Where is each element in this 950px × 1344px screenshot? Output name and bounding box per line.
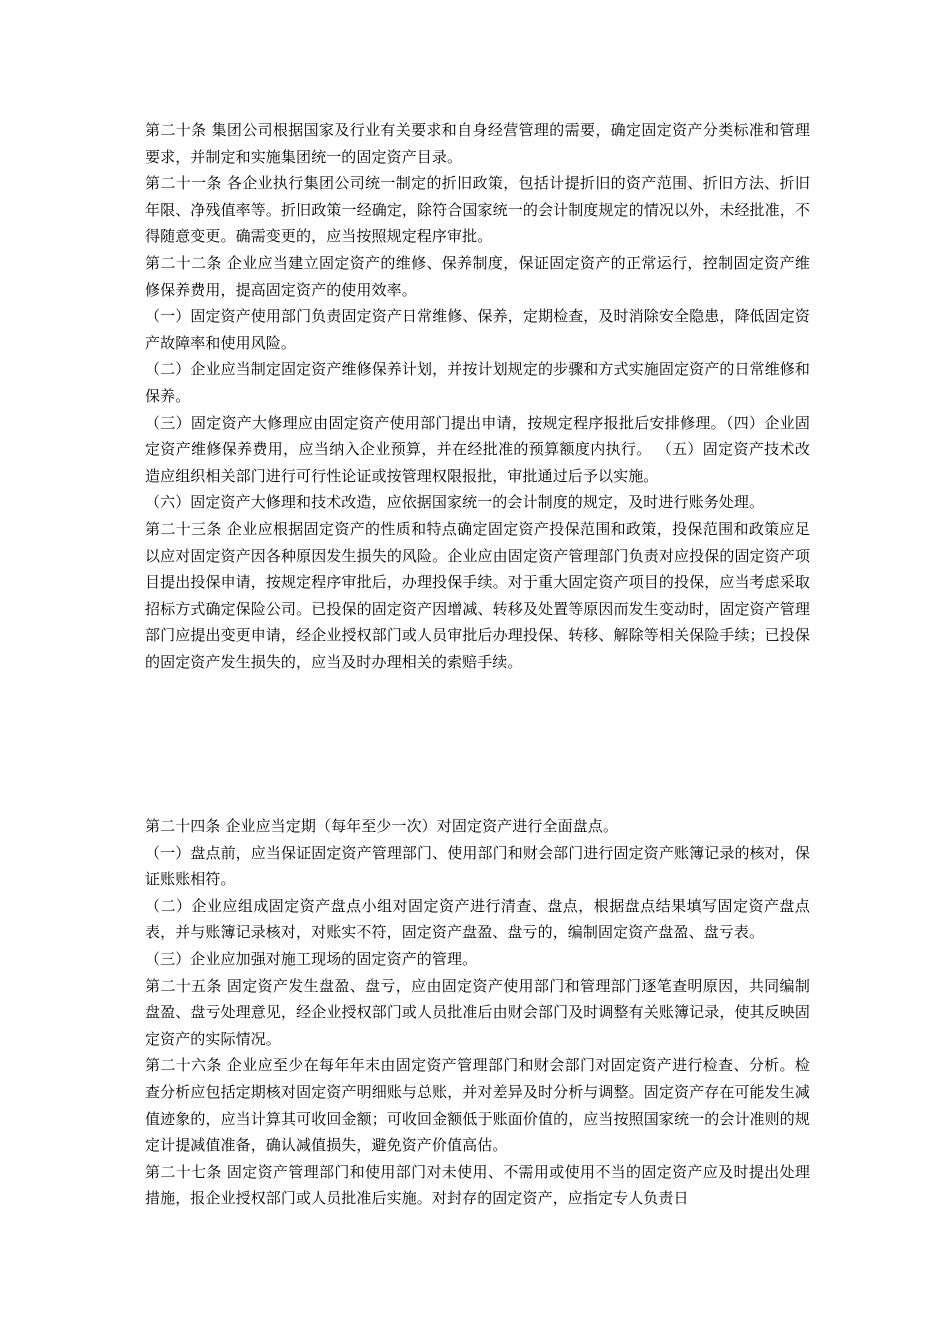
- article-24-item-1: （一）盘点前，应当保证固定资产管理部门、使用部门和财会部门进行固定资产账簿记录的核对，保证账账相符。: [145, 843, 810, 889]
- article-20: 第二十条 集团公司根据国家及行业有关要求和自身经营管理的需要，确定固定资产分类标准和管理要求，并制定和实施集团统一的固定资产目录。: [145, 121, 810, 166]
- article-22-items-3-5: （三）固定资产大修理应由固定资产使用部门提出申请，按规定程序报批后安排修理。（四）企业固定资产维修保养费用，应当纳入企业预算，并在经批准的预算额度内执行。 （五）固定资产技术改造应组织相关部门进行可行性论证或按管理权限报批，审批通过后予以实施。: [145, 413, 810, 485]
- bottom-text-block: [145, 813, 810, 1212]
- article-22: 第二十二条 企业应当建立固定资产的维修、保养制度，保证固定资产的正常运行，控制固定资产维修保养费用，提高固定资产的使用效率。: [145, 253, 810, 299]
- article-22-item-2: （二）企业应当制定固定资产维修保养计划，并按计划规定的步骤和方式实施固定资产的日常维修和保养。: [145, 360, 810, 405]
- article-27: 第二十七条 固定资产管理部门和使用部门对未使用、不需用或使用不当的固定资产应及时提出处理措施，报企业授权部门或人员批准后实施。对封存的固定资产，应指定专人负责日: [145, 1162, 810, 1208]
- article-24-item-2: （二）企业应组成固定资产盘点小组对固定资产进行清查、盘点，根据盘点结果填写固定资产盘点表，并与账簿记录核对，对账实不符，固定资产盘盈、盘亏的，编制固定资产盘盈、盘亏表。: [145, 896, 810, 942]
- article-24: 第二十四条 企业应当定期（每年至少一次）对固定资产进行全面盘点。: [145, 817, 618, 835]
- article-22-item-1: （一）固定资产使用部门负责固定资产日常维修、保养，定期检查，及时消除安全隐患，降低固定资产故障率和使用风险。: [145, 307, 810, 352]
- top-text-block: [145, 117, 810, 675]
- article-23: 第二十三条 企业应根据固定资产的性质和特点确定固定资产投保范围和政策，投保范围和政策应足以应对固定资产因各种原因发生损失的风险。企业应由固定资产管理部门负责对应投保的固定资产项目提出投保申请，按规定程序审批后，办理投保手续。对于重大固定资产项目的投保，应当考虑采取招标方式确定保险公司。已投保的固定资产因增减、转移及处置等原因而发生变动时，固定资产管理部门应提出变更申请，经企业授权部门或人员审批后办理投保、转移、解除等相关保险手续；已投保的固定资产发生损失的，应当及时办理相关的索赔手续。: [145, 519, 810, 671]
- article-22-item-6: （六）固定资产大修理和技术改造，应依据国家统一的会计制度的规定，及时进行账务处理。: [145, 493, 765, 512]
- article-21: 第二十一条 各企业执行集团公司统一制定的折旧政策，包括计提折旧的资产范围、折旧方法、折旧年限、净残值率等。折旧政策一经确定，除符合国家统一的会计制度规定的情况以外，未经批准，不得随意变更。确需变更的，应当按照规定程序审批。: [145, 174, 810, 246]
- article-26: 第二十六条 企业应至少在每年年末由固定资产管理部门和财会部门对固定资产进行检查、分析。检查分析应包括定期核对固定资产明细账与总账，并对差异及时分析与调整。固定资产存在可能发生减值迹象的，应当计算其可收回金额；可收回金额低于账面价值的，应当按照国家统一的会计准则的规定计提减值准备，确认减值损失，避免资产价值高估。: [145, 1056, 810, 1155]
- article-24-item-3: （三）企业应加强对施工现场的固定资产的管理。: [145, 949, 478, 968]
- article-25: 第二十五条 固定资产发生盘盈、盘亏，应由固定资产使用部门和管理部门逐笔查明原因，共同编制盘盈、盘亏处理意见，经企业授权部门或人员批准后由财会部门及时调整有关账簿记录，使其反映固定资产的实际情况。: [145, 976, 810, 1048]
